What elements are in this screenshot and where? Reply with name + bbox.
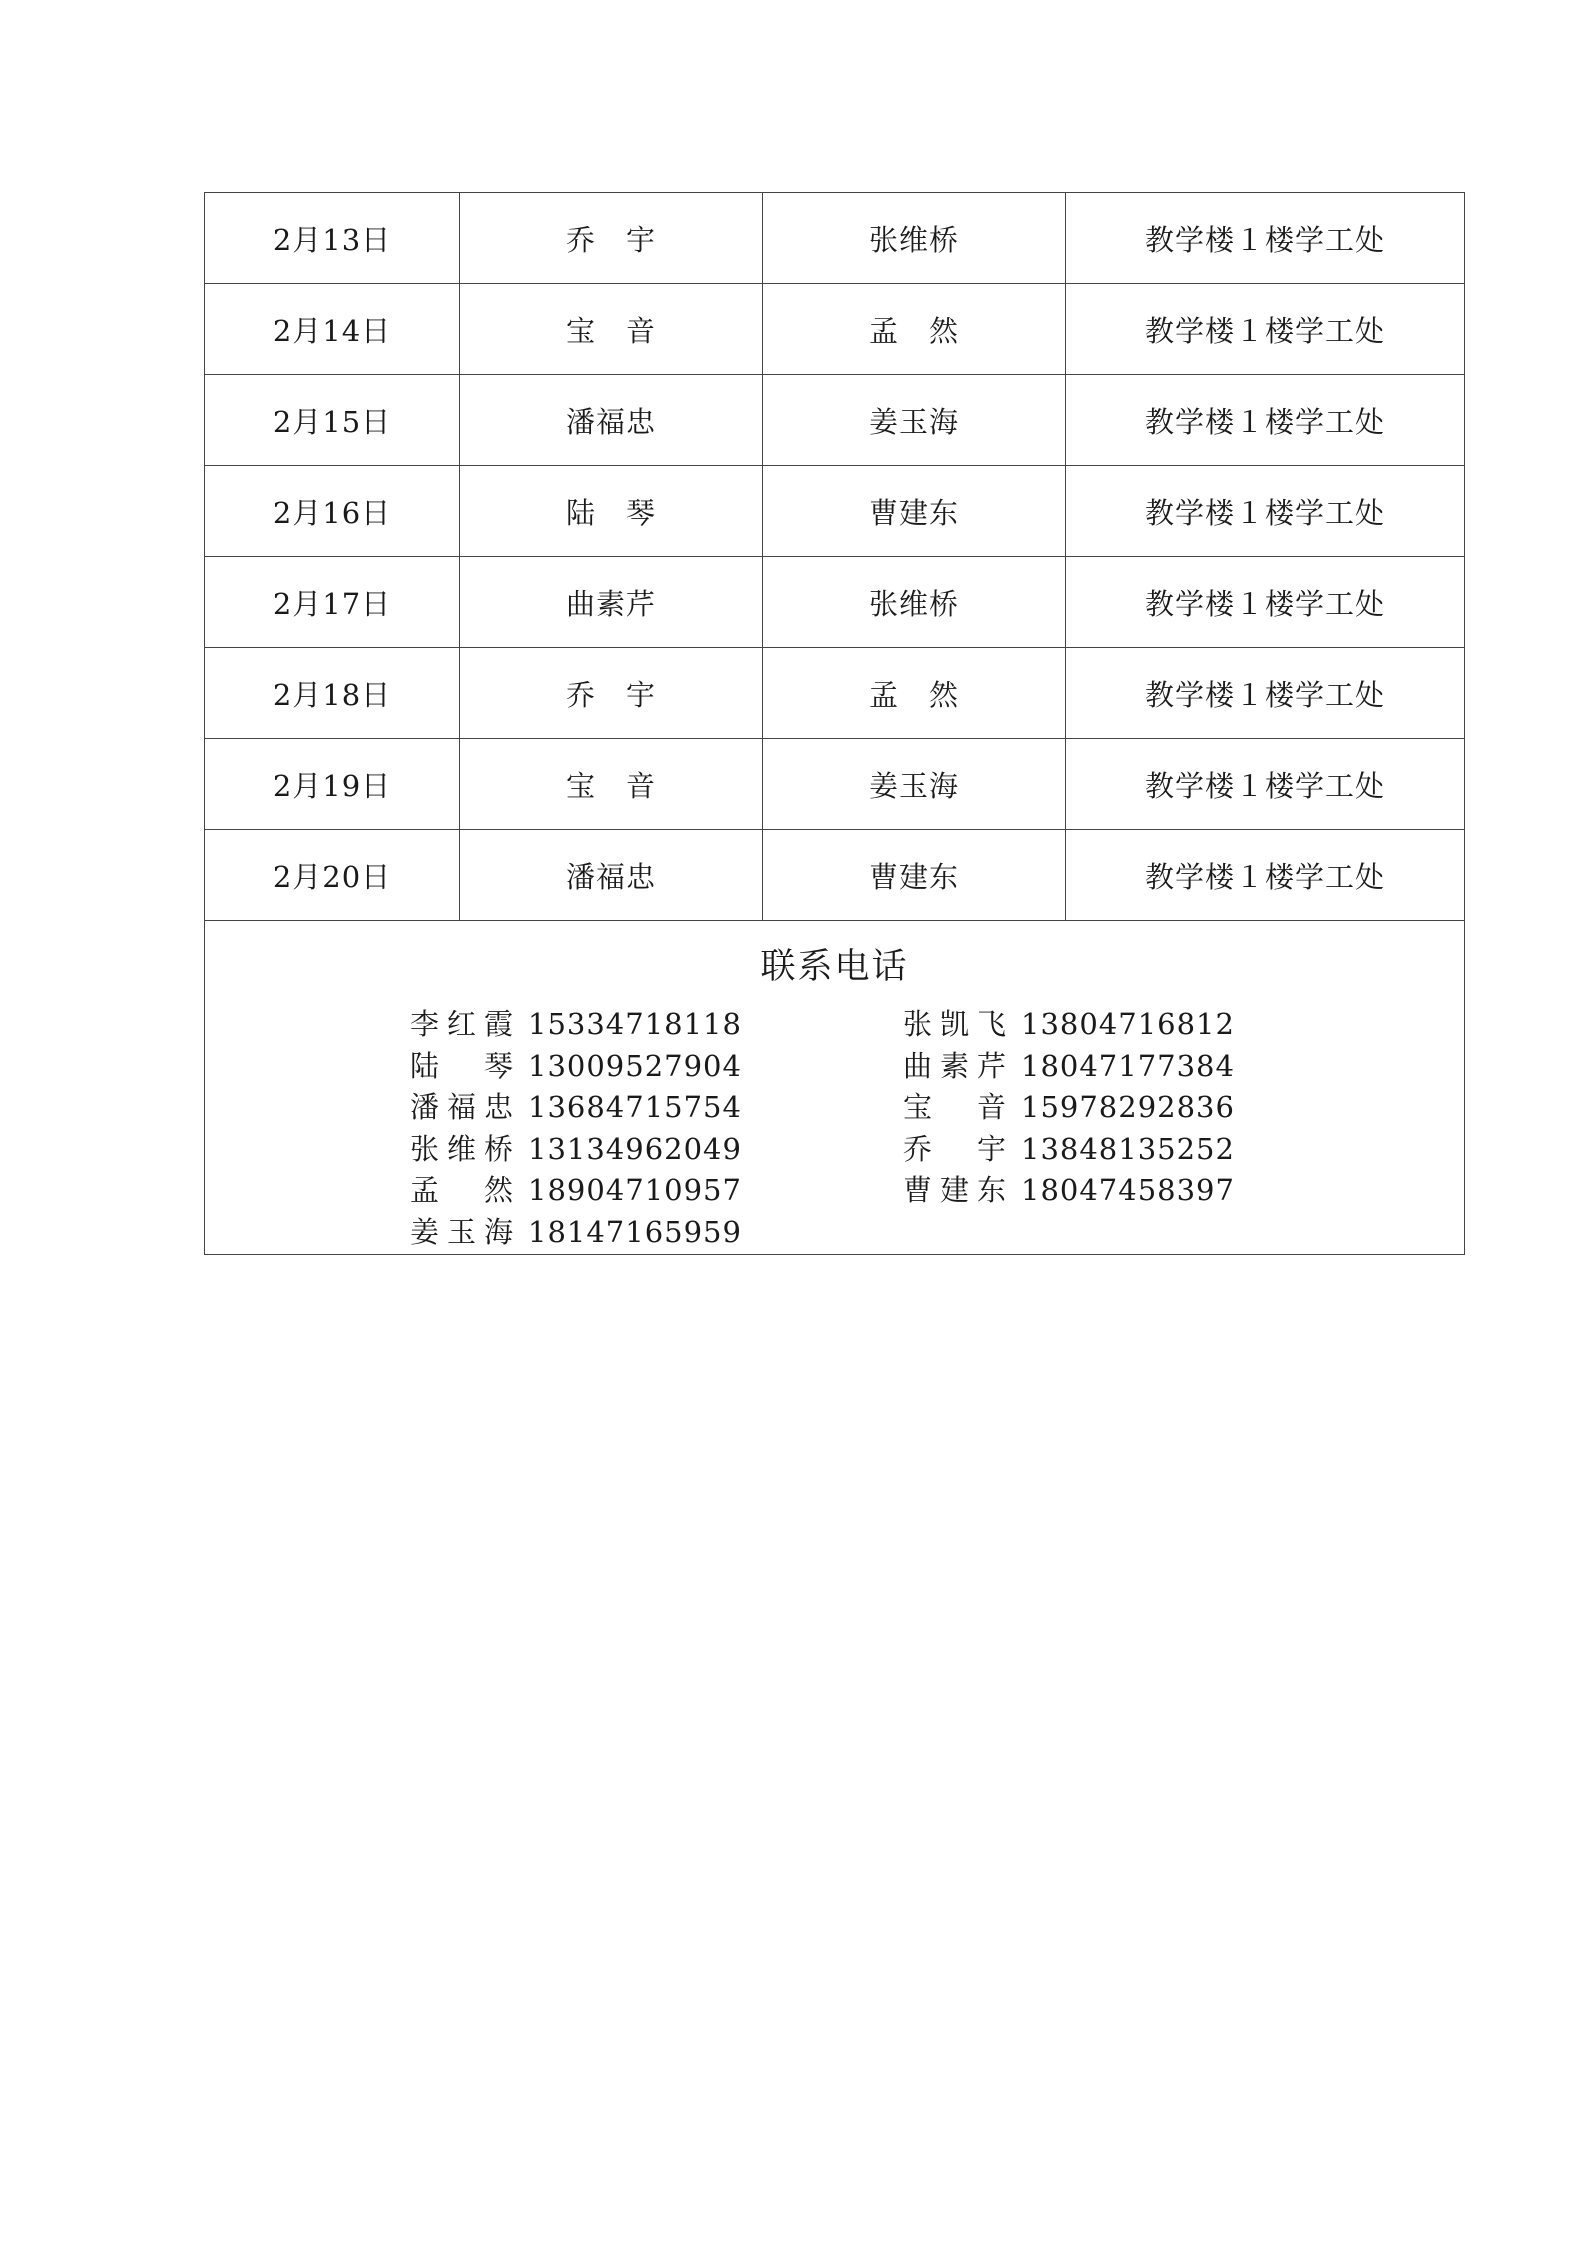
duty-person-cell: 曲素芹 <box>460 557 763 648</box>
location-cell: 教学楼１楼学工处 <box>1066 557 1465 648</box>
duty-person-cell: 张维桥 <box>763 557 1066 648</box>
contact-phone: 13804716812 <box>1021 1007 1235 1041</box>
date-cell: 2月18日 <box>205 648 460 739</box>
contact-entry <box>903 1128 1235 1170</box>
duty-person-cell: 姜玉海 <box>763 375 1066 466</box>
duty-person-cell: 潘福忠 <box>460 375 763 466</box>
contact-phone: 15334718118 <box>528 1007 742 1041</box>
location-cell: 教学楼１楼学工处 <box>1066 648 1465 739</box>
contact-entry <box>410 1086 742 1128</box>
contact-name: 曲素芹 <box>903 1048 1007 1083</box>
contact-name: 孟然 <box>410 1173 514 1207</box>
contact-name: 姜玉海 <box>410 1214 514 1249</box>
duty-person-cell: 宝 音 <box>460 284 763 375</box>
location-cell: 教学楼１楼学工处 <box>1066 193 1465 284</box>
date-cell: 2月15日 <box>205 375 460 466</box>
date-cell: 2月19日 <box>205 739 460 830</box>
table-row <box>205 284 1465 375</box>
table-row <box>205 557 1465 648</box>
table-row <box>205 193 1465 284</box>
location-cell: 教学楼１楼学工处 <box>1066 375 1465 466</box>
contact-entry <box>410 1003 742 1045</box>
contact-phone: 18047458397 <box>1021 1173 1235 1207</box>
contact-row <box>205 921 1465 1255</box>
contact-phone: 15978292836 <box>1021 1090 1235 1124</box>
duty-person-cell: 乔 宇 <box>460 193 763 284</box>
duty-person-cell: 乔 宇 <box>460 648 763 739</box>
duty-person-cell: 孟 然 <box>763 648 1066 739</box>
contact-name: 张维桥 <box>410 1131 514 1166</box>
contact-entry <box>903 1086 1235 1128</box>
table-row <box>205 739 1465 830</box>
location-cell: 教学楼１楼学工处 <box>1066 830 1465 921</box>
contact-name: 陆琴 <box>410 1048 514 1083</box>
contact-phone: 18147165959 <box>528 1214 742 1249</box>
contact-phone: 13134962049 <box>528 1131 742 1166</box>
contact-entry <box>903 1003 1235 1045</box>
date-cell: 2月17日 <box>205 557 460 648</box>
contact-entry <box>410 1211 742 1253</box>
contact-name: 宝音 <box>903 1090 1007 1124</box>
date-cell: 2月16日 <box>205 466 460 557</box>
table-row <box>205 375 1465 466</box>
contact-name: 曹建东 <box>903 1173 1007 1207</box>
duty-person-cell: 宝 音 <box>460 739 763 830</box>
contact-entry <box>410 1045 742 1087</box>
duty-person-cell: 姜玉海 <box>763 739 1066 830</box>
duty-person-cell: 陆 琴 <box>460 466 763 557</box>
date-cell: 2月13日 <box>205 193 460 284</box>
duty-person-cell: 潘福忠 <box>460 830 763 921</box>
table-row <box>205 648 1465 739</box>
contact-name: 潘福忠 <box>410 1090 514 1124</box>
contact-entry <box>410 1128 742 1170</box>
table-row <box>205 466 1465 557</box>
duty-schedule-body <box>205 193 1465 1255</box>
contact-name: 张凯飞 <box>903 1007 1007 1041</box>
duty-person-cell: 曹建东 <box>763 830 1066 921</box>
contact-phone: 13684715754 <box>528 1090 742 1124</box>
duty-schedule-table <box>204 192 1465 1255</box>
contact-entry <box>903 1169 1235 1211</box>
contact-phone: 13009527904 <box>528 1048 742 1083</box>
duty-person-cell: 曹建东 <box>763 466 1066 557</box>
contact-title: 联系电话 <box>760 947 909 987</box>
contact-entry <box>903 1045 1235 1087</box>
date-cell: 2月20日 <box>205 830 460 921</box>
table-row <box>205 830 1465 921</box>
duty-person-cell: 孟 然 <box>763 284 1066 375</box>
location-cell: 教学楼１楼学工处 <box>1066 466 1465 557</box>
duty-person-cell: 张维桥 <box>763 193 1066 284</box>
contact-name: 乔宇 <box>903 1131 1007 1166</box>
contact-cell <box>205 921 1465 1255</box>
contact-phone: 13848135252 <box>1021 1131 1235 1166</box>
contact-name: 李红霞 <box>410 1007 514 1041</box>
contact-phone: 18904710957 <box>528 1173 742 1207</box>
contact-entry <box>410 1169 742 1211</box>
location-cell: 教学楼１楼学工处 <box>1066 284 1465 375</box>
location-cell: 教学楼１楼学工处 <box>1066 739 1465 830</box>
contact-phone: 18047177384 <box>1021 1048 1235 1083</box>
date-cell: 2月14日 <box>205 284 460 375</box>
